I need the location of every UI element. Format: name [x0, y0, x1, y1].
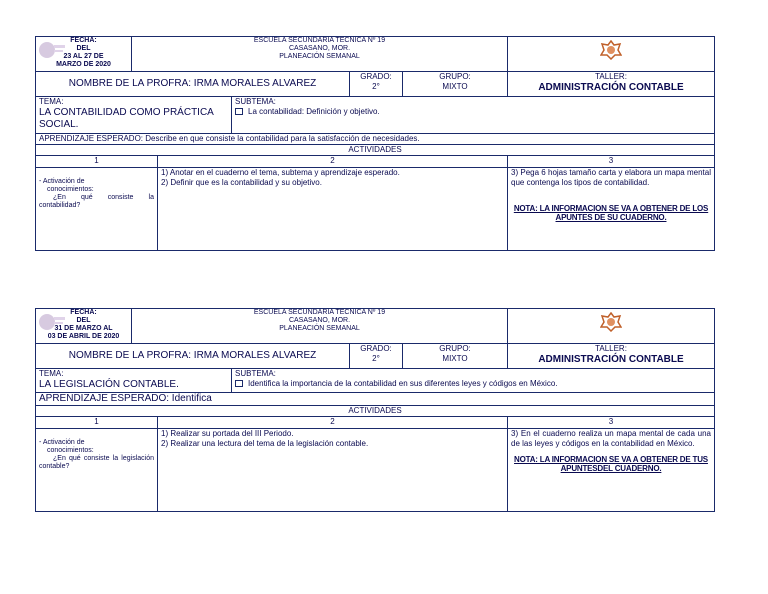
- date-cell: [36, 37, 132, 72]
- date-line: DEL: [76, 45, 91, 52]
- tema-value: LA LEGISLACIÓN CONTABLE.: [39, 379, 179, 390]
- activity-2-line: 1) Anotar en el cuaderno el tema, subtema y aprendizaje esperado.: [161, 168, 400, 177]
- date-cell: [36, 309, 132, 344]
- date-line: MARZO DE 2020: [56, 61, 111, 68]
- tema-cell: [36, 369, 232, 393]
- date-line: 03 DE ABRIL DE 2020: [47, 333, 120, 340]
- grupo-cell: [403, 72, 508, 97]
- checkbox-icon: [235, 380, 243, 387]
- activity-1-question: ¿En qué consiste la contabilidad?: [39, 194, 154, 209]
- activity-2-line: 2) Realizar una lectura del tema de la legislación contable.: [161, 439, 369, 448]
- taller-value: ADMINISTRACIÓN CONTABLE: [538, 354, 684, 365]
- column-header-1: 1: [36, 156, 158, 168]
- tema-value: LA CONTABILIDAD COMO PRÁCTICA SOCIAL.: [39, 107, 214, 130]
- subtema-cell: [232, 369, 715, 393]
- activity-3-text: 3) En el cuaderno realiza un mapa mental de cada una de las leyes y códigos en la contabilidad en México.: [511, 429, 711, 448]
- actividades-header: ACTIVIDADES: [36, 406, 715, 417]
- taller-value: ADMINISTRACIÓN CONTABLE: [538, 82, 684, 93]
- activity-2-line: 1) Realizar su portada del III Periodo.: [161, 429, 294, 438]
- tema-label: TEMA:: [39, 97, 64, 106]
- column-header-3: 3: [508, 417, 715, 429]
- column-header-2: 2: [158, 156, 508, 168]
- subtema-cell: [232, 97, 715, 134]
- school-location: CASASANO, MOR.: [288, 317, 351, 324]
- grado-value: 2°: [372, 82, 380, 91]
- column-header-2: 2: [158, 417, 508, 429]
- aprendizaje-esperado: APRENDIZAJE ESPERADO: Identifica: [36, 393, 715, 406]
- school-location: CASASANO, MOR.: [288, 45, 351, 52]
- actividades-header: ACTIVIDADES: [36, 145, 715, 156]
- grado-label: GRADO:: [360, 72, 392, 81]
- school-name: ESCUELA SECUNDARIA TECNICA Nº 19: [253, 309, 386, 316]
- logo-cell: [508, 309, 715, 344]
- school-header: [132, 37, 508, 72]
- date-label: FECHA:: [70, 309, 97, 316]
- date-line: 31 DE MARZO AL: [54, 325, 113, 332]
- activity-1-line: conocimientos:: [47, 447, 94, 454]
- note-text: NOTA: LA INFORMACION SE VA A OBTENER DE TUS APUNTESDEL CUADERNO.: [514, 455, 708, 473]
- tema-cell: [36, 97, 232, 134]
- taller-label: TALLER:: [595, 344, 627, 353]
- activity-2: [158, 429, 508, 512]
- grado-label: GRADO:: [360, 344, 392, 353]
- taller-cell: [508, 344, 715, 369]
- activity-1-line: conocimientos:: [47, 186, 94, 193]
- school-header: [132, 309, 508, 344]
- date-label: FECHA:: [70, 37, 97, 44]
- activity-3: [508, 168, 715, 251]
- subtema-label: SUBTEMA:: [235, 97, 276, 106]
- school-name: ESCUELA SECUNDARIA TECNICA Nº 19: [253, 37, 386, 44]
- subtema-value: La contabilidad: Definición y objetivo.: [248, 107, 380, 116]
- grado-cell: [350, 344, 403, 369]
- tema-label: TEMA:: [39, 369, 64, 378]
- checkbox-icon: [235, 108, 243, 115]
- note-text: NOTA: LA INFORMACION SE VA A OBTENER DE LOS APUNTES DE SU CUADERNO.: [513, 204, 709, 222]
- teacher-name: NOMBRE DE LA PROFRA: IRMA MORALES ALVAREZ: [36, 72, 350, 97]
- activity-2: [158, 168, 508, 251]
- school-seal-icon: [600, 40, 622, 60]
- grupo-label: GRUPO:: [439, 72, 471, 81]
- activity-1-line: - Activación de: [39, 178, 85, 185]
- date-line: 23 AL 27 DE: [63, 53, 104, 60]
- school-crest-icon: [38, 41, 66, 59]
- school-crest-icon: [38, 313, 66, 331]
- taller-cell: [508, 72, 715, 97]
- aprendizaje-esperado: APRENDIZAJE ESPERADO: Describe en que consiste la contabilidad para la satisfacción de necesidades.: [36, 134, 715, 145]
- taller-label: TALLER:: [595, 72, 627, 81]
- grupo-value: MIXTO: [442, 82, 468, 91]
- activity-1-question: ¿En qué consiste la legislación contable?: [39, 455, 154, 470]
- activity-1: [36, 429, 158, 512]
- grupo-value: MIXTO: [442, 354, 468, 363]
- plan-title: PLANEACIÓN SEMANAL: [279, 325, 360, 332]
- grupo-cell: [403, 344, 508, 369]
- subtema-value: Identifica la importancia de la contabilidad en sus diferentes leyes y códigos en México.: [248, 379, 558, 388]
- column-header-1: 1: [36, 417, 158, 429]
- school-seal-icon: [600, 312, 622, 332]
- activity-1: [36, 168, 158, 251]
- subtema-label: SUBTEMA:: [235, 369, 276, 378]
- activity-3: [508, 429, 715, 512]
- date-line: DEL: [76, 317, 91, 324]
- activity-3-text: 3) Pega 6 hojas tamaño carta y elabora un mapa mental que contenga los tipos de contabilidad.: [511, 168, 711, 187]
- plan-title: PLANEACIÓN SEMANAL: [279, 53, 360, 60]
- weekly-plan-2: [35, 308, 714, 512]
- teacher-name: NOMBRE DE LA PROFRA: IRMA MORALES ALVAREZ: [36, 344, 350, 369]
- logo-cell: [508, 37, 715, 72]
- activity-1-line: - Activación de: [39, 439, 85, 446]
- weekly-plan-1: [35, 36, 714, 251]
- grado-cell: [350, 72, 403, 97]
- column-header-3: 3: [508, 156, 715, 168]
- grupo-label: GRUPO:: [439, 344, 471, 353]
- grado-value: 2°: [372, 354, 380, 363]
- activity-2-line: 2) Definir que es la contabilidad y su objetivo.: [161, 178, 322, 187]
